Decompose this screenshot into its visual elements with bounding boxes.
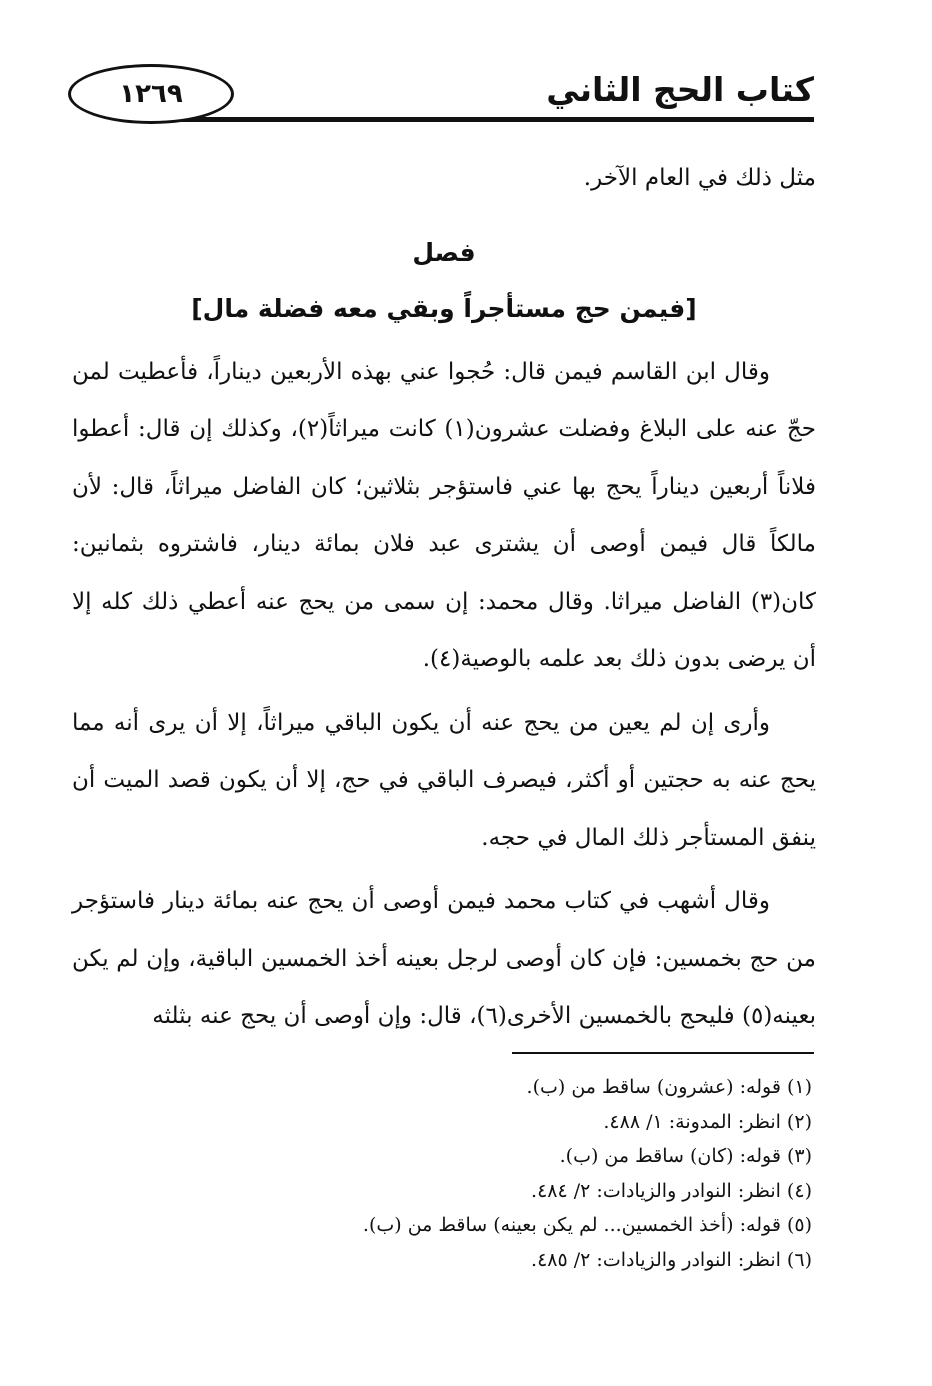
footnote-3: (٣) قوله: (كان) ساقط من (ب). — [559, 1145, 812, 1167]
footnote-5: (٥) قوله: (أخذ الخمسين... لم يكن بعينه) ساقط من (ب). — [362, 1214, 812, 1236]
page-header — [62, 58, 814, 128]
page-number: ١٢٦٩ — [68, 64, 234, 124]
paragraph-3: وقال أشهب في كتاب محمد فيمن أوصى أن يحج عنه بمائة دينار فاستؤجر من حج بخمسين: فإن كان أوصى لرجل بعينه أخذ الخمسين الباقية، وإن لم يكن بعينه(٥) فليحج بالخمسين الأخرى(٦)، قال: وإن أوصى أن يحج عنه بثلثه — [72, 888, 816, 1029]
section-heading: فصل — [412, 237, 476, 267]
header-rule — [182, 117, 814, 122]
main-text — [72, 150, 816, 1046]
section-subheading: [فيمن حج مستأجراً وبقي معه فضلة مال] — [191, 293, 697, 323]
footnote-4: (٤) انظر: النوادر والزيادات: ٢/ ٤٨٤. — [531, 1179, 812, 1202]
footnote-separator — [512, 1052, 814, 1054]
opening-line: مثل ذلك في العام الآخر. — [583, 165, 816, 191]
footnote-6: (٦) انظر: النوادر والزيادات: ٢/ ٤٨٥. — [531, 1248, 812, 1271]
footnotes — [112, 1070, 812, 1277]
footnote-1: (١) قوله: (عشرون) ساقط من (ب). — [526, 1076, 812, 1098]
footnote-2: (٢) انظر: المدونة: ١/ ٤٨٨. — [603, 1110, 812, 1133]
book-title: كتاب الحج الثاني — [546, 70, 814, 109]
paragraph-2: وأرى إن لم يعين من يحج عنه أن يكون الباقي ميراثاً، إلا أن يرى أنه مما يحج عنه به حجتين أو أكثر، فيصرف الباقي في حج، إلا أن يكون قصد الميت أن ينفق المستأجر ذلك المال في حجه. — [72, 709, 816, 851]
paragraph-1: وقال ابن القاسم فيمن قال: حُجوا عني بهذه الأربعين ديناراً، فأعطيت لمن حجّ عنه على البلاغ وفضلت عشرون(١) كانت ميراثاً(٢)، وكذلك إن قال: أعطوا فلاناً أربعين ديناراً يحج بها عني فاستؤجر بثلاثين؛ كان الفاضل ميراثاً، قال: لأن مالكاً قال فيمن أوصى أن يشترى عبد فلان بمائة دينار، فاشتروه بثمانين: كان(٣) الفاضل ميراثا. وقال محمد: إن سمى من يحج عنه أعطي ذلك كله إلا أن يرضى بدون ذلك بعد علمه بالوصية(٤). — [72, 358, 816, 672]
